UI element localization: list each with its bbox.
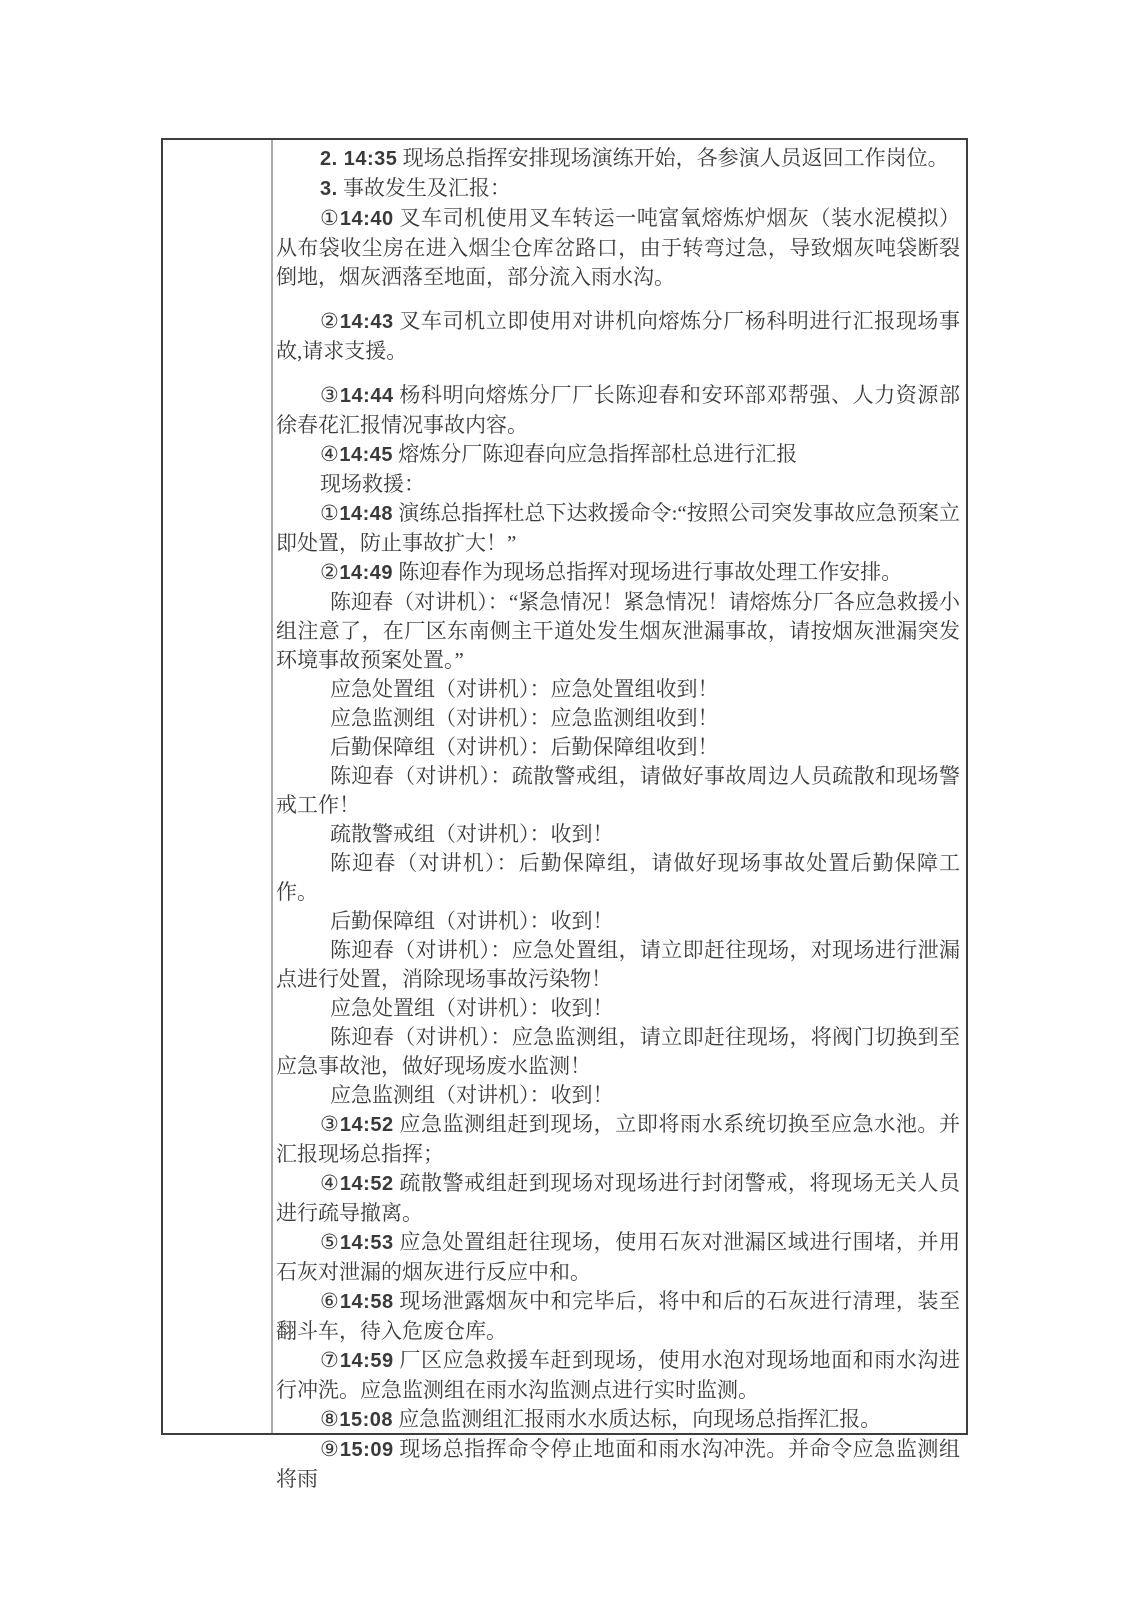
timeline-paragraph [276, 1405, 960, 1435]
circled-number: ③ [320, 383, 340, 407]
time-label: 14:45 [339, 444, 393, 466]
dialog-line [276, 907, 960, 936]
circled-number: ⑨ [320, 1437, 340, 1461]
dialog-line [276, 1081, 960, 1110]
paragraph-text: 陈迎春（对讲机）：后勤保障组，请做好现场事故处置后勤保障工作。 [276, 851, 960, 904]
paragraph-text: 现场总指挥安排现场演练开始，各参演人员返回工作岗位。 [402, 146, 949, 170]
time-label: 14:48 [339, 503, 394, 525]
circled-number: ③ [320, 1112, 340, 1136]
paragraph-text: 现场泄露烟灰中和完毕后，将中和后的石灰进行清理，装至翻斗车，待入危废仓库。 [276, 1289, 961, 1343]
time-label: 14:43 [339, 311, 394, 333]
time-label: 15:09 [339, 1439, 394, 1461]
circled-number: ⑤ [320, 1230, 340, 1254]
paragraph-text: 应急监测组（对讲机）：应急监测组收到！ [330, 706, 719, 730]
dialog-line [276, 820, 960, 849]
time-label: 15:08 [339, 1409, 393, 1431]
time-label: 3. [320, 178, 338, 200]
dialog-line [276, 936, 960, 994]
timeline-paragraph [276, 307, 960, 366]
timeline-paragraph [276, 440, 960, 470]
time-label: 14:58 [339, 1291, 394, 1313]
timeline-paragraph [276, 1287, 960, 1346]
paragraph-text: 应急监测组赶到现场，立即将雨水系统切换至应急水池。并汇报现场总指挥； [276, 1112, 961, 1166]
paragraph-text: 陈迎春（对讲机）：应急处置组，请立即赶往现场，对现场进行泄漏点进行处置，消除现场事故污染物！ [276, 938, 960, 991]
paragraph-text: 叉车司机使用叉车转运一吨富氧熔炼炉烟灰（装水泥模拟）从布袋收尘房在进入烟尘仓库岔路口，由于转弯过急，导致烟灰吨袋断裂倒地，烟灰洒落至地面，部分流入雨水沟。 [276, 206, 961, 289]
time-label: 14:44 [339, 385, 394, 407]
circled-number: ⑦ [320, 1348, 340, 1372]
timeline-paragraph [276, 1228, 960, 1287]
dialog-line [276, 994, 960, 1023]
dialog-line [276, 762, 960, 820]
time-label: 14:49 [339, 562, 393, 584]
dialog-line [276, 588, 960, 675]
timeline-paragraph [276, 204, 960, 292]
time-label: 14:53 [339, 1232, 394, 1254]
paragraph-text: 现场救援： [320, 472, 425, 496]
time-label: 14:59 [339, 1350, 394, 1372]
circled-number: ④ [320, 1171, 340, 1195]
circled-number: ① [320, 501, 340, 525]
paragraph-text: 陈迎春作为现场总指挥对现场进行事故处理工作安排。 [398, 560, 903, 584]
dialog-line [276, 733, 960, 762]
timeline-paragraph [276, 1169, 960, 1228]
dialog-line [276, 849, 960, 907]
paragraph-text: 杨科明向熔炼分厂厂长陈迎春和安环部邓帮强、人力资源部徐春花汇报情况事故内容。 [276, 383, 961, 437]
paragraph-text: 现场总指挥命令停止地面和雨水沟冲洗。并命令应急监测组将雨 [276, 1437, 961, 1491]
dialog-line [276, 675, 960, 704]
circled-number: ② [320, 560, 340, 584]
circled-number: ④ [320, 442, 340, 466]
timeline-paragraph [276, 144, 960, 174]
timeline-paragraph [276, 381, 960, 440]
timeline-paragraph [276, 499, 960, 558]
circled-number: ⑧ [320, 1407, 340, 1431]
paragraph-text: 应急处置组（对讲机）：应急处置组收到！ [330, 677, 719, 701]
timeline-paragraph [276, 1435, 960, 1494]
paragraph-text: 陈迎春（对讲机）：“紧急情况！紧急情况！请熔炼分厂各应急救援小组注意了，在厂区东南侧主干道处发生烟灰泄漏事故，请按烟灰泄漏突发环境事故预案处置。” [276, 590, 960, 672]
paragraph-text: 陈迎春（对讲机）：应急监测组，请立即赶往现场，将阀门切换到至应急事故池，做好现场废水监测！ [276, 1025, 960, 1078]
paragraph-text: 厂区应急救援车赶到现场，使用水泡对现场地面和雨水沟进行冲洗。应急监测组在雨水沟监测点进行实时监测。 [276, 1348, 961, 1402]
paragraph-text: 疏散警戒组赶到现场对现场进行封闭警戒，将现场无关人员进行疏导撤离。 [276, 1171, 961, 1225]
paragraph-text: 疏散警戒组（对讲机）：收到！ [330, 822, 614, 846]
timeline-paragraph [276, 174, 960, 204]
paragraph-text: 后勤保障组（对讲机）：收到！ [330, 909, 614, 933]
timeline-paragraph [276, 558, 960, 588]
table-cell-content [273, 140, 966, 1491]
dialog-line [276, 704, 960, 733]
paragraph-text: 演练总指挥杜总下达救援命令:“按照公司突发事故应急预案立即处置，防止事故扩大！” [276, 501, 961, 555]
circled-number: ② [320, 309, 340, 333]
paragraph-text: 事故发生及汇报： [342, 176, 511, 200]
timeline-paragraph [276, 1346, 960, 1405]
dialog-line [276, 1023, 960, 1081]
paragraph-text: 陈迎春（对讲机）：疏散警戒组，请做好事故周边人员疏散和现场警戒工作！ [276, 764, 960, 817]
paragraph-text: 叉车司机立即使用对讲机向熔炼分厂杨科明进行汇报现场事故,请求支援。 [276, 309, 961, 363]
paragraph-text: 应急处置组赶往现场，使用石灰对泄漏区域进行围堵，并用石灰对泄漏的烟灰进行反应中和。 [276, 1230, 961, 1284]
paragraph-text: 应急监测组汇报雨水水质达标，向现场总指挥汇报。 [398, 1407, 882, 1431]
timeline-paragraph [276, 1110, 960, 1169]
paragraph-text: 熔炼分厂陈迎春向应急指挥部杜总进行汇报 [398, 442, 798, 466]
time-label: 14:40 [339, 208, 394, 230]
timeline-paragraph [276, 470, 960, 499]
circled-number: ① [320, 206, 340, 230]
time-label: 14:52 [339, 1173, 394, 1195]
paragraph-text: 应急处置组（对讲机）：收到！ [330, 996, 614, 1020]
circled-number: ⑥ [320, 1289, 340, 1313]
paragraph-text: 应急监测组（对讲机）：收到！ [330, 1083, 614, 1107]
time-label: 14:52 [339, 1114, 394, 1136]
paragraph-text: 后勤保障组（对讲机）：后勤保障组收到！ [330, 735, 719, 759]
time-label: 2. 14:35 [320, 148, 398, 170]
paragraph-list [276, 144, 960, 1494]
table-cell-label [163, 140, 273, 1433]
drill-record-table [161, 138, 968, 1491]
